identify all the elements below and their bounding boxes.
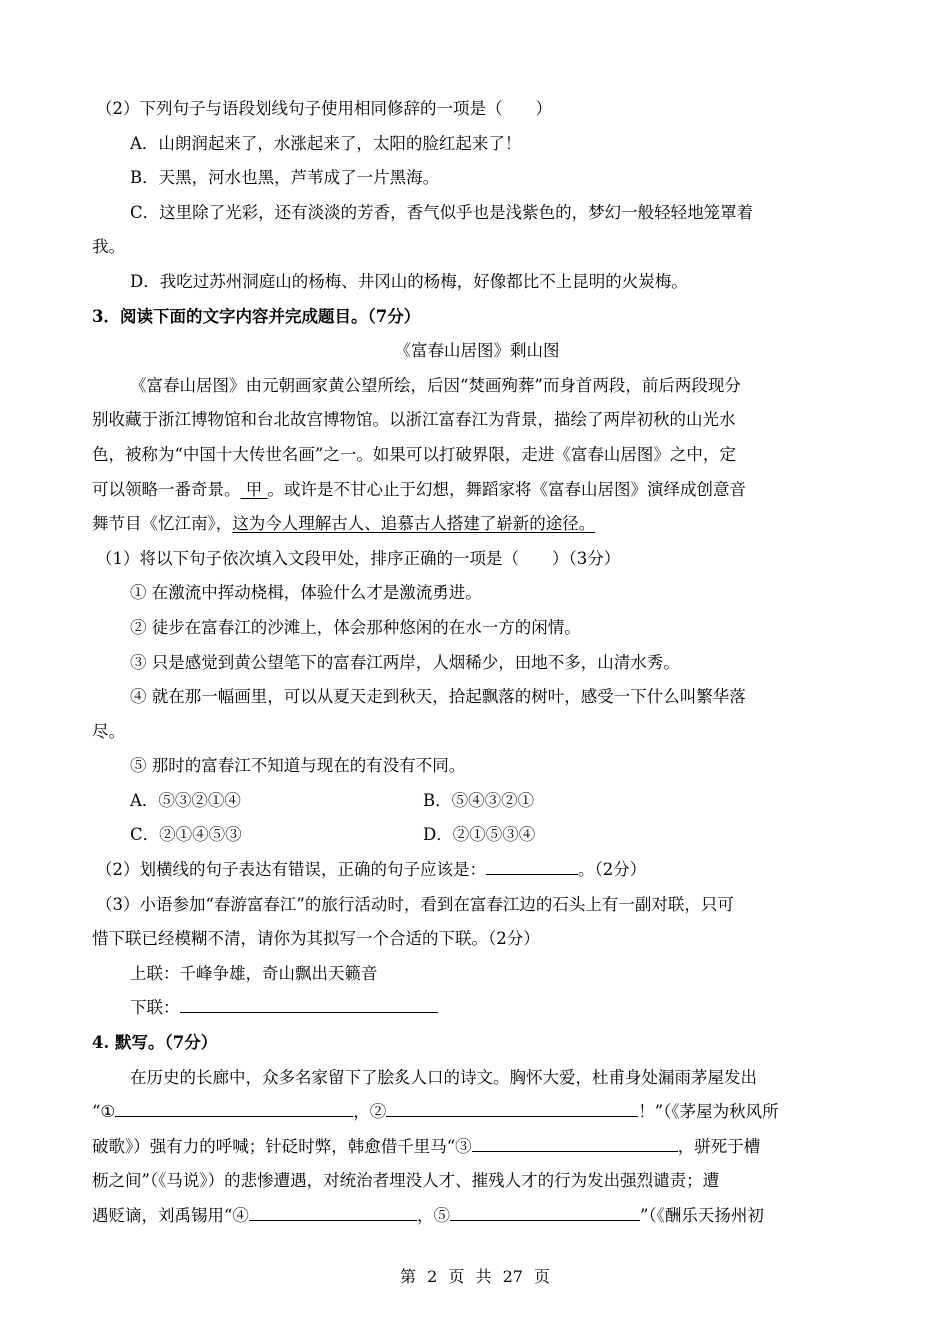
- q2-option-a: A．山朗润起来了，水涨起来了，太阳的脸红起来了！: [130, 133, 522, 153]
- footer-di: 第: [399, 1267, 416, 1286]
- q4-line-2-a: “①: [92, 1102, 116, 1122]
- passage-title: 《富春山居图》剩山图: [394, 341, 560, 361]
- q3-option-d: D．②①⑤③④: [423, 825, 536, 845]
- passage-line-3: 色，被称为“中国十大传世名画”之一。如果可以打破界限，走进《富春山居图》之中，定: [92, 444, 736, 464]
- sentence-1: ① 在激流中挥动桡楫，体验什么才是激流勇进。: [130, 583, 482, 603]
- q4-line-5-b: ，⑤: [416, 1206, 450, 1225]
- footer-total-pages: 27: [502, 1267, 523, 1286]
- answer-blank-sub2[interactable]: [486, 856, 578, 875]
- answer-blank-4[interactable]: [249, 1202, 417, 1221]
- footer-ye: 页: [448, 1267, 465, 1286]
- passage-line-5: [92, 507, 862, 542]
- answer-blank-lower[interactable]: [180, 994, 438, 1013]
- q2-sub2-stem: （2）下列句子与语段划线句子使用相同修辞的一项是（ ）: [96, 99, 552, 118]
- q2-option-b: B．天黑，河水也黑，芦苇成了一片黑海。: [130, 168, 440, 188]
- passage-line-4-start: 可以领略一番奇景。: [92, 479, 241, 499]
- q3-sub3-line1: （3）小语参加“春游富春江”的旅行活动时，看到在富春江边的石头上有一副对联，只可: [96, 894, 734, 914]
- q4-line-5: [92, 1199, 862, 1234]
- sentence-4-line2: 尽。: [92, 721, 125, 741]
- q4-line-1: 在历史的长廊中，众多名家留下了脍炙人口的诗文。胸怀大爱，杜甫身处漏雨茅屋发出: [130, 1067, 757, 1087]
- q2-option-c-line2: 我。: [92, 237, 125, 257]
- q4-line-2: [92, 1095, 862, 1130]
- passage-line-5-start: 舞节目《忆江南》，: [92, 514, 233, 534]
- q4-line-3: [92, 1130, 862, 1165]
- q4-line-2-c: ！”（《茅屋为秋风所: [638, 1102, 779, 1122]
- q4-line-5-a: 遇贬谪，刘禹锡用“④: [92, 1206, 249, 1225]
- sentence-3: ③ 只是感觉到黄公望笔下的富春江两岸，人烟稀少，田地不多，山清水秀。: [130, 652, 680, 672]
- passage-line-4: [92, 473, 862, 508]
- q4-line-2-b: ，②: [353, 1102, 387, 1122]
- q4-line-4: 枥之间”（《马说》）的悲惨遭遇，对统治者埋没人才、摧残人才的行为发出强烈谴责；遭: [92, 1171, 720, 1191]
- q3-options-row-2: [92, 818, 862, 853]
- answer-blank-1[interactable]: [115, 1098, 353, 1117]
- q3-option-b: B．⑤④③②①: [423, 790, 535, 810]
- q3-options-row-1: [92, 784, 862, 819]
- document-page: [92, 92, 862, 1234]
- page-footer: [0, 1264, 950, 1287]
- footer-page-number: 2: [427, 1267, 438, 1286]
- q4-line-3-b: ，骈死于槽: [677, 1136, 761, 1156]
- q3-sub1-stem: （1）将以下句子依次填入文段甲处，排序正确的一项是（ ）（3分）: [96, 548, 621, 568]
- q3-sub3-line2: 惜下联已经模糊不清，请你为其拟写一个合适的下联。（2分）: [92, 929, 540, 949]
- passage-line-2: 别收藏于浙江博物馆和台北故宫博物馆。以浙江富春江为背景，描绘了两岸初秋的山光水: [92, 410, 736, 430]
- sentence-2: ② 徒步在富春江的沙滩上，体会那种悠闲的在水一方的闲情。: [130, 617, 581, 637]
- q3-option-a: A．⑤③②①④: [130, 790, 241, 810]
- couplet-lower-label: 下联：: [130, 998, 180, 1018]
- couplet-upper: 上联：千峰争雄，奇山飘出天籁音: [130, 963, 378, 983]
- couplet-lower: [92, 991, 862, 1026]
- answer-blank-5[interactable]: [450, 1202, 640, 1221]
- sentence-5: ⑤ 那时的富春江不知道与现在的有没有不同。: [130, 756, 466, 776]
- q3-heading: 3．阅读下面的文字内容并完成题目。（7分）: [92, 306, 421, 326]
- q3-sub2-start: （2）划横线的句子表达有错误，正确的句子应该是：: [96, 860, 486, 880]
- q3-sub2: [92, 853, 862, 888]
- footer-gong: 共: [475, 1267, 492, 1286]
- passage-line-4-end: 。或许是不甘心止于幻想，舞蹈家将《富春山居图》演绎成创意音: [267, 479, 746, 499]
- q3-option-c: C．②①④⑤③: [130, 825, 242, 845]
- sentence-4-line1: ④ 就在那一幅画里，可以从夏天走到秋天，拾起飘落的树叶，感受一下什么叫繁华落: [130, 687, 746, 707]
- q4-line-3-a: 破歌》）强有力的呼喊；针砭时弊，韩愈借千里马“③: [92, 1136, 472, 1156]
- q2-option-c-line1: C．这里除了光彩，还有淡淡的芳香，香气似乎也是浅紫色的，梦幻一般轻轻地笼罩着: [130, 202, 754, 222]
- q3-sub2-end: 。（2分）: [578, 860, 647, 880]
- q4-heading: 4. 默写。（7分）: [92, 1033, 218, 1053]
- underlined-sentence: 这为今人理解古人、追慕古人搭建了崭新的途径。: [232, 514, 596, 534]
- answer-blank-3[interactable]: [472, 1133, 678, 1152]
- footer-ye-2: 页: [534, 1267, 551, 1286]
- passage-line-1: 《富春山居图》由元朝画家黄公望所绘，后因“焚画殉葬”而身首两段，前后两段现分: [130, 375, 741, 395]
- blank-jia: 甲: [240, 479, 268, 499]
- q4-line-5-c: ”（《酬乐天扬州初: [639, 1206, 764, 1225]
- q2-option-d: D．我吃过苏州洞庭山的杨梅、井冈山的杨梅，好像都比不上昆明的火炭梅。: [130, 271, 688, 291]
- answer-blank-2[interactable]: [386, 1098, 638, 1117]
